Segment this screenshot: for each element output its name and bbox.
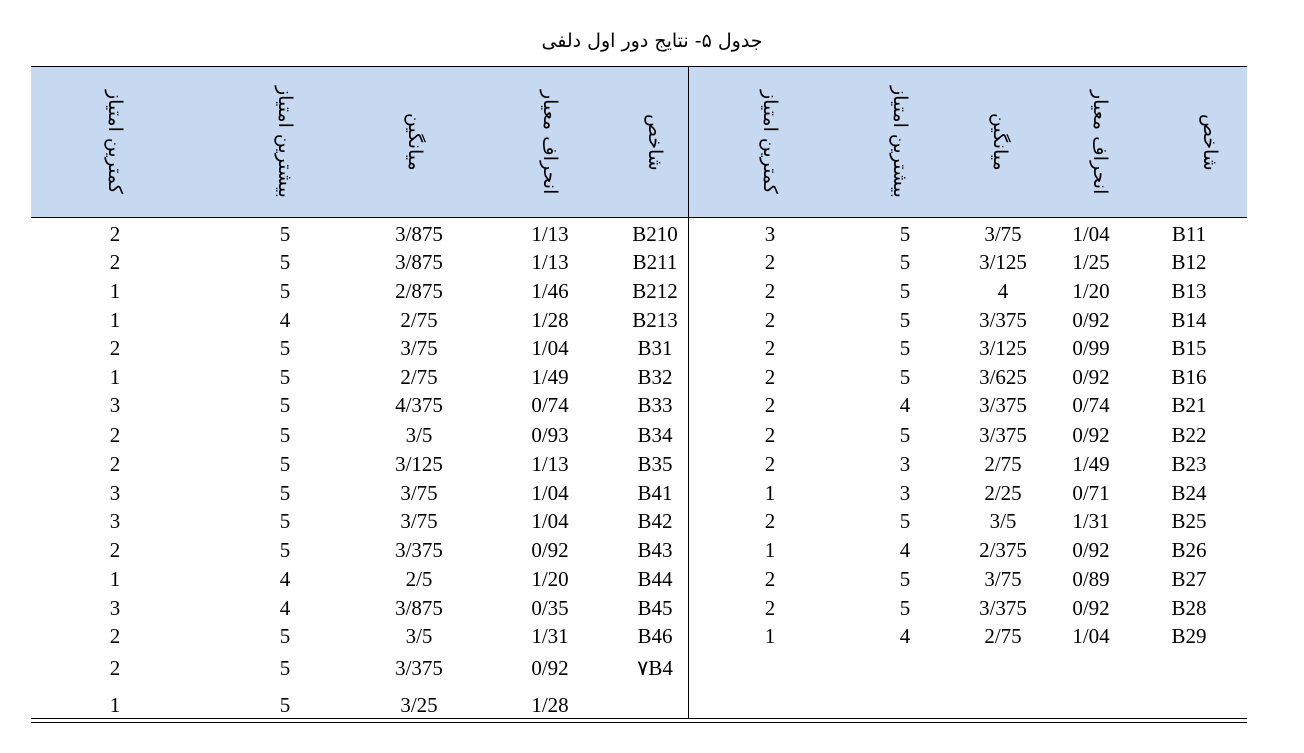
cell-max: 4 xyxy=(279,596,291,620)
cell-max: 4 xyxy=(279,567,291,591)
cell-std: 1/13 xyxy=(531,222,569,246)
cell-max: 5 xyxy=(279,656,291,680)
cell-std: 0/89 xyxy=(1072,567,1110,591)
cell-max: 4 xyxy=(899,624,911,648)
cell-index: B25 xyxy=(1171,509,1207,533)
cell-std: 0/92 xyxy=(1072,308,1110,332)
cell-max: 5 xyxy=(279,336,291,360)
cell-std: 0/92 xyxy=(531,538,569,562)
cell-index: B28 xyxy=(1171,596,1207,620)
cell-min: 2 xyxy=(109,222,121,246)
table-bottom-border-double xyxy=(31,722,1247,723)
cell-mean: 3/75 xyxy=(400,509,438,533)
cell-min: 2 xyxy=(109,538,121,562)
cell-std: 1/28 xyxy=(531,308,569,332)
cell-mean: 3/875 xyxy=(395,222,443,246)
cell-std: 0/92 xyxy=(1072,365,1110,389)
cell-mean: 2/75 xyxy=(984,452,1022,476)
cell-max: 5 xyxy=(279,624,291,648)
cell-max: 5 xyxy=(279,222,291,246)
cell-min: 2 xyxy=(764,423,776,447)
cell-max: 5 xyxy=(899,279,911,303)
cell-mean: 3/25 xyxy=(400,693,438,717)
cell-min: 2 xyxy=(109,336,121,360)
cell-min: 2 xyxy=(109,250,121,274)
cell-min: 3 xyxy=(764,222,776,246)
cell-index: B26 xyxy=(1171,538,1207,562)
cell-mean: 3/75 xyxy=(984,567,1022,591)
cell-std: 0/92 xyxy=(531,656,569,680)
cell-std: 1/25 xyxy=(1072,250,1110,274)
cell-index: B31 xyxy=(637,336,673,360)
cell-index: B22 xyxy=(1171,423,1207,447)
cell-index: B45 xyxy=(637,596,673,620)
cell-std: 0/92 xyxy=(1072,596,1110,620)
header-min-right: کمترین امتیاز xyxy=(759,90,781,194)
cell-std: 0/99 xyxy=(1072,336,1110,360)
cell-index: B24 xyxy=(1171,481,1207,505)
cell-max: 5 xyxy=(279,693,291,717)
cell-index: B41 xyxy=(637,481,673,505)
cell-std: 1/04 xyxy=(531,509,569,533)
cell-std: 0/74 xyxy=(531,393,569,417)
cell-min: 2 xyxy=(109,423,121,447)
cell-std: 1/04 xyxy=(1072,222,1110,246)
cell-min: 2 xyxy=(764,567,776,591)
cell-index: B33 xyxy=(637,393,673,417)
cell-mean: 3/125 xyxy=(979,336,1027,360)
cell-std: 1/20 xyxy=(1072,279,1110,303)
cell-max: 5 xyxy=(279,393,291,417)
cell-index: B44 xyxy=(637,567,673,591)
cell-index: B212 xyxy=(632,279,678,303)
cell-mean: 3/125 xyxy=(979,250,1027,274)
cell-mean: 3/375 xyxy=(395,538,443,562)
cell-mean: 3/75 xyxy=(400,336,438,360)
header-std-left: انحراف معیار xyxy=(539,89,561,195)
cell-index: B32 xyxy=(637,365,673,389)
cell-min: 1 xyxy=(764,538,776,562)
cell-index: B27 xyxy=(1171,567,1207,591)
cell-min: 2 xyxy=(764,393,776,417)
cell-index: B23 xyxy=(1171,452,1207,476)
cell-index: B211 xyxy=(632,250,678,274)
cell-min: 1 xyxy=(764,481,776,505)
delphi-results-table xyxy=(31,66,1247,724)
cell-std: 0/35 xyxy=(531,596,569,620)
cell-min: 2 xyxy=(764,279,776,303)
cell-mean: 2/25 xyxy=(984,481,1022,505)
cell-mean: 3/125 xyxy=(395,452,443,476)
cell-max: 5 xyxy=(899,308,911,332)
table-half-divider xyxy=(688,66,689,718)
cell-max: 5 xyxy=(279,250,291,274)
cell-min: 2 xyxy=(109,624,121,648)
header-max-right: بیشترین امتیاز xyxy=(889,86,911,198)
cell-index: B35 xyxy=(637,452,673,476)
cell-min: 2 xyxy=(764,509,776,533)
cell-std: 1/13 xyxy=(531,452,569,476)
cell-std: 1/46 xyxy=(531,279,569,303)
cell-index: B46 xyxy=(637,624,673,648)
cell-max: 5 xyxy=(899,222,911,246)
header-mean-left: میانگین xyxy=(404,113,426,171)
cell-min: 1 xyxy=(109,279,121,303)
cell-max: 4 xyxy=(279,308,291,332)
cell-mean: 3/875 xyxy=(395,596,443,620)
cell-std: 1/31 xyxy=(1072,509,1110,533)
cell-max: 5 xyxy=(899,365,911,389)
cell-index: B29 xyxy=(1171,624,1207,648)
header-min-left: کمترین امتیاز xyxy=(104,90,126,194)
header-max-left: بیشترین امتیاز xyxy=(274,86,296,198)
cell-max: 5 xyxy=(899,596,911,620)
cell-max: 5 xyxy=(899,423,911,447)
cell-index: B34 xyxy=(637,423,673,447)
cell-index: B213 xyxy=(632,308,678,332)
cell-mean: 2/5 xyxy=(405,567,433,591)
cell-std: 0/92 xyxy=(1072,538,1110,562)
cell-max: 5 xyxy=(279,423,291,447)
cell-std: 1/13 xyxy=(531,250,569,274)
cell-max: 5 xyxy=(899,567,911,591)
cell-mean: 3/5 xyxy=(989,509,1017,533)
table-caption: جدول ۵- نتایج دور اول دلفی xyxy=(541,30,763,52)
cell-mean: 3/75 xyxy=(400,481,438,505)
cell-mean: 3/5 xyxy=(405,624,433,648)
cell-mean: 3/375 xyxy=(979,393,1027,417)
cell-min: 1 xyxy=(109,308,121,332)
header-index-left: شاخص xyxy=(644,113,666,171)
cell-index: B21 xyxy=(1171,393,1207,417)
header-std-right: انحراف معیار xyxy=(1089,89,1111,195)
cell-std: 1/20 xyxy=(531,567,569,591)
cell-std: 1/31 xyxy=(531,624,569,648)
header-index-right: شاخص xyxy=(1199,113,1221,171)
cell-mean: 3/375 xyxy=(395,656,443,680)
cell-index: B16 xyxy=(1171,365,1207,389)
cell-mean: 4 xyxy=(997,279,1009,303)
cell-mean: 3/75 xyxy=(984,222,1022,246)
header-bottom-border xyxy=(31,217,1247,218)
cell-index: B15 xyxy=(1171,336,1207,360)
cell-max: 5 xyxy=(279,452,291,476)
cell-min: 3 xyxy=(109,596,121,620)
cell-std: 0/71 xyxy=(1072,481,1110,505)
cell-mean: 3/875 xyxy=(395,250,443,274)
cell-min: 1 xyxy=(109,567,121,591)
cell-mean: 2/75 xyxy=(984,624,1022,648)
cell-max: 5 xyxy=(279,509,291,533)
cell-std: 1/49 xyxy=(1072,452,1110,476)
cell-max: 4 xyxy=(899,393,911,417)
cell-std: 0/74 xyxy=(1072,393,1110,417)
cell-min: 3 xyxy=(109,509,121,533)
cell-index: B210 xyxy=(632,222,678,246)
cell-min: 1 xyxy=(109,365,121,389)
table-bottom-border xyxy=(31,718,1247,719)
cell-mean: 4/375 xyxy=(395,393,443,417)
cell-max: 5 xyxy=(279,279,291,303)
cell-min: 2 xyxy=(764,365,776,389)
cell-min: 3 xyxy=(109,393,121,417)
cell-max: 5 xyxy=(899,250,911,274)
cell-min: 2 xyxy=(764,452,776,476)
cell-std: 1/49 xyxy=(531,365,569,389)
cell-std: 0/92 xyxy=(1072,423,1110,447)
cell-mean: 2/75 xyxy=(400,365,438,389)
cell-mean: 2/375 xyxy=(979,538,1027,562)
cell-max: 4 xyxy=(899,538,911,562)
cell-max: 3 xyxy=(899,481,911,505)
cell-max: 5 xyxy=(279,481,291,505)
cell-min: 2 xyxy=(109,452,121,476)
cell-max: 5 xyxy=(279,365,291,389)
cell-index: B12 xyxy=(1171,250,1207,274)
cell-mean: 3/5 xyxy=(405,423,433,447)
cell-std: 1/04 xyxy=(531,481,569,505)
cell-std: 1/28 xyxy=(531,693,569,717)
cell-index: B13 xyxy=(1171,279,1207,303)
cell-min: 1 xyxy=(109,693,121,717)
cell-index: B11 xyxy=(1171,222,1207,246)
cell-std: 0/93 xyxy=(531,423,569,447)
cell-min: 2 xyxy=(764,250,776,274)
cell-min: 2 xyxy=(109,656,121,680)
cell-mean: 3/375 xyxy=(979,423,1027,447)
cell-max: 5 xyxy=(899,509,911,533)
cell-std: 1/04 xyxy=(531,336,569,360)
cell-max: 5 xyxy=(899,336,911,360)
cell-mean: 3/625 xyxy=(979,365,1027,389)
cell-std: 1/04 xyxy=(1072,624,1110,648)
cell-index: ۷B4 xyxy=(637,656,673,680)
cell-mean: 2/875 xyxy=(395,279,443,303)
cell-index: B42 xyxy=(637,509,673,533)
cell-min: 2 xyxy=(764,308,776,332)
cell-min: 3 xyxy=(109,481,121,505)
cell-min: 1 xyxy=(764,624,776,648)
cell-min: 2 xyxy=(764,336,776,360)
cell-index: B43 xyxy=(637,538,673,562)
cell-max: 5 xyxy=(279,538,291,562)
cell-mean: 3/375 xyxy=(979,596,1027,620)
cell-min: 2 xyxy=(764,596,776,620)
header-mean-right: میانگین xyxy=(989,113,1011,171)
cell-mean: 2/75 xyxy=(400,308,438,332)
cell-mean: 3/375 xyxy=(979,308,1027,332)
cell-index: B14 xyxy=(1171,308,1207,332)
cell-max: 3 xyxy=(899,452,911,476)
